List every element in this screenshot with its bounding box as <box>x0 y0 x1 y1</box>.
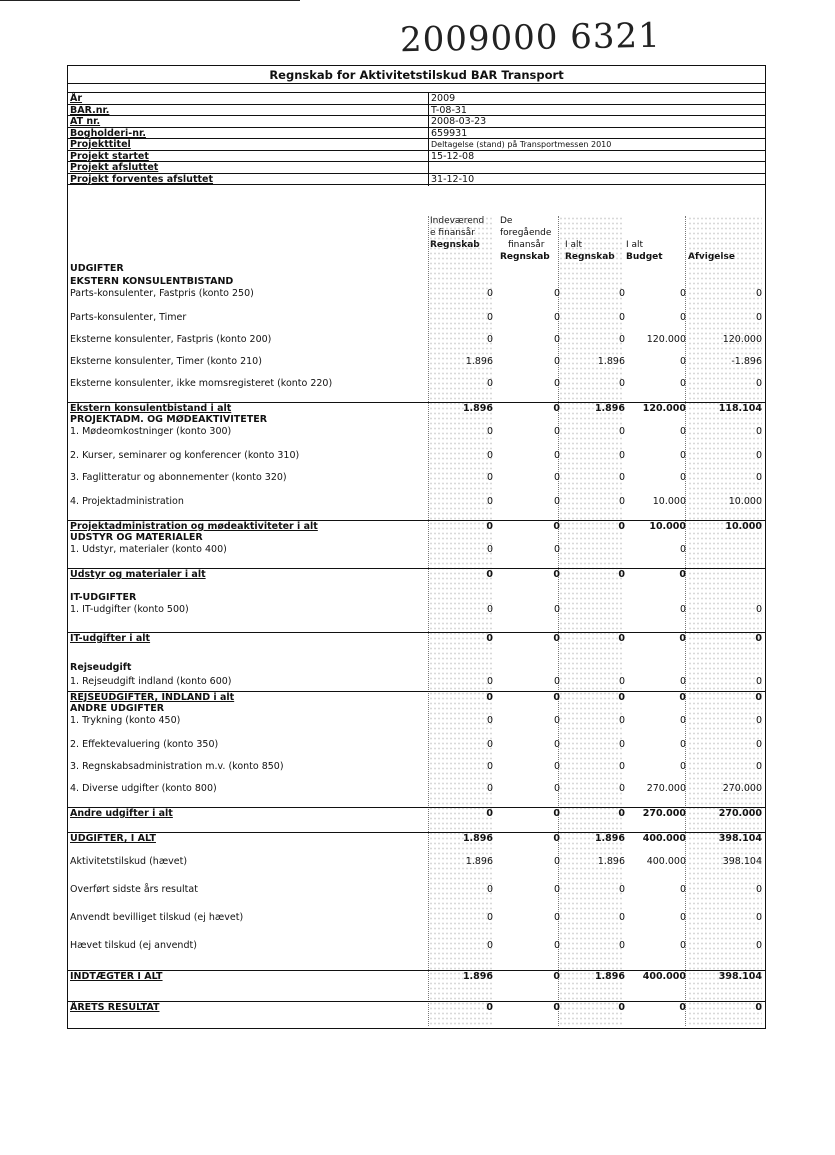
header-label: Projekttitel <box>70 139 131 150</box>
line-item-row <box>68 334 765 346</box>
amount-col5: 398.104 <box>718 833 762 844</box>
amount-col3: 0 <box>618 288 625 299</box>
amount-col3: 0 <box>618 496 625 507</box>
col1-mid: e finansår <box>430 228 475 238</box>
amount-col2: 0 <box>553 496 560 507</box>
amount-col4: 400.000 <box>642 833 686 844</box>
line-item-row <box>68 912 765 924</box>
col1-top: Indeværend <box>430 216 485 226</box>
col2-top: De <box>500 216 513 226</box>
row-label: 1. IT-udgifter (konto 500) <box>70 604 189 615</box>
row-label: Anvendt bevilliget tilskud (ej hævet) <box>70 912 244 923</box>
line-item-row <box>68 312 765 324</box>
amount-col2: 0 <box>553 604 560 615</box>
line-item-row <box>68 472 765 484</box>
header-label: Bogholderi-nr. <box>70 127 146 139</box>
row-label: Hævet tilskud (ej anvendt) <box>70 940 197 951</box>
amount-col4: 0 <box>679 450 686 461</box>
amount-col2: 0 <box>553 884 560 895</box>
amount-col4: 0 <box>679 472 686 483</box>
amount-col4: 270.000 <box>642 808 686 819</box>
amount-col1: 0 <box>486 604 493 615</box>
amount-col3: 1.896 <box>594 403 625 414</box>
amount-col3: 0 <box>618 378 625 389</box>
amount-col5: 0 <box>755 676 762 687</box>
amount-col4: 0 <box>679 633 686 644</box>
amount-col2: 0 <box>553 521 560 532</box>
row-label: Projektadministration og mødeaktiviteter i alt <box>70 521 318 532</box>
amount-col5: 0 <box>755 761 762 772</box>
amount-col4: 120.000 <box>646 334 686 345</box>
row-label: PROJEKTADM. OG MØDEAKTIVITETER <box>70 414 268 425</box>
line-item-row <box>68 288 765 300</box>
amount-col5: 0 <box>755 426 762 437</box>
row-label: 4. Projektadministration <box>70 496 184 507</box>
section-heading-row <box>68 532 765 544</box>
row-label: 1. Rejseudgift indland (konto 600) <box>70 676 232 687</box>
line-item-row <box>68 761 765 773</box>
row-label: IT-UDGIFTER <box>70 592 137 603</box>
amount-col2: 0 <box>553 288 560 299</box>
amount-col1: 1.896 <box>465 356 493 367</box>
amount-col3: 1.896 <box>594 971 625 982</box>
header-value: 2009 <box>428 93 765 105</box>
section-heading-row <box>68 592 765 604</box>
amount-col4: 0 <box>679 426 686 437</box>
row-label: REJSEUDGIFTER, INDLAND i alt <box>70 692 235 703</box>
row-label: 3. Regnskabsadministration m.v. (konto 850) <box>70 761 284 772</box>
amount-col2: 0 <box>553 739 560 750</box>
line-item-row <box>68 715 765 727</box>
header-value: T-08-31 <box>428 105 765 117</box>
row-label: IT-udgifter i alt <box>70 633 151 644</box>
amount-col3: 0 <box>618 715 625 726</box>
amount-col3: 0 <box>618 1002 625 1013</box>
amount-col5: 270.000 <box>722 783 762 794</box>
amount-col1: 0 <box>486 312 493 323</box>
row-label: Udstyr og materialer i alt <box>70 569 206 580</box>
amount-col5: 0 <box>755 715 762 726</box>
header-label: AT nr. <box>70 116 101 127</box>
amount-col5: 0 <box>755 312 762 323</box>
amount-col5: 0 <box>755 288 762 299</box>
amount-col1: 0 <box>486 739 493 750</box>
line-item-row <box>68 783 765 795</box>
row-label: Overført sidste års resultat <box>70 884 198 895</box>
header-value: Deltagelse (stand) på Transportmessen 2010 <box>428 139 765 151</box>
col2-mid2: finansår <box>508 240 545 250</box>
amount-col5: 0 <box>755 633 762 644</box>
amount-col5: 0 <box>755 1002 762 1013</box>
amount-col5: 0 <box>755 692 762 703</box>
total-row <box>68 832 765 845</box>
row-label: 1. Mødeomkostninger (konto 300) <box>70 426 232 437</box>
line-item-row <box>68 496 765 508</box>
col3-header: Regnskab <box>565 252 615 262</box>
amount-col4: 0 <box>679 715 686 726</box>
amount-col4: 0 <box>679 912 686 923</box>
row-label: UDGIFTER, I ALT <box>70 833 156 844</box>
header-label: År <box>70 93 83 104</box>
amount-col1: 0 <box>486 496 493 507</box>
amount-col2: 0 <box>553 356 560 367</box>
amount-col4: 0 <box>679 692 686 703</box>
row-label: EKSTERN KONSULENTBISTAND <box>70 276 234 287</box>
amount-col4: 0 <box>679 288 686 299</box>
amount-col4: 0 <box>679 569 686 580</box>
amount-col4: 400.000 <box>646 856 686 867</box>
row-label: Ekstern konsulentbistand i alt <box>70 403 232 414</box>
row-label: INDTÆGTER I ALT <box>70 971 163 982</box>
amount-col3: 1.896 <box>597 356 625 367</box>
amount-col3: 1.896 <box>594 833 625 844</box>
amount-col3: 0 <box>618 472 625 483</box>
amount-col1: 0 <box>486 940 493 951</box>
amount-col4: 0 <box>679 312 686 323</box>
amount-col3: 0 <box>618 450 625 461</box>
amount-col5: 10.000 <box>725 521 762 532</box>
amount-col1: 0 <box>486 692 493 703</box>
amount-col5: 398.104 <box>722 856 762 867</box>
amount-col1: 0 <box>486 450 493 461</box>
amount-col3: 0 <box>618 633 625 644</box>
amount-col1: 0 <box>486 884 493 895</box>
row-label: ANDRE UDGIFTER <box>70 703 165 714</box>
amount-col1: 1.896 <box>462 971 493 982</box>
amount-col2: 0 <box>553 633 560 644</box>
amount-col4: 0 <box>679 884 686 895</box>
amount-col1: 0 <box>486 633 493 644</box>
amount-col2: 0 <box>553 312 560 323</box>
amount-col5: 0 <box>755 739 762 750</box>
amount-col3: 0 <box>618 884 625 895</box>
amount-col2: 0 <box>553 808 560 819</box>
header-value: 659931 <box>428 128 765 140</box>
line-item-row <box>68 378 765 390</box>
amount-col5: 118.104 <box>718 403 762 414</box>
row-label: ÅRETS RESULTAT <box>70 1002 160 1013</box>
total-row <box>68 970 765 983</box>
row-label: Eksterne konsulenter, Timer (konto 210) <box>70 356 262 367</box>
line-item-row <box>68 856 765 868</box>
amount-col4: 0 <box>679 356 686 367</box>
line-item-row <box>68 739 765 751</box>
row-label: Aktivitetstilskud (hævet) <box>70 856 188 867</box>
amount-col3: 0 <box>618 312 625 323</box>
section-heading-row <box>68 263 765 275</box>
amount-col5: 398.104 <box>718 971 762 982</box>
row-label: Parts-konsulenter, Fastpris (konto 250) <box>70 288 254 299</box>
amount-col1: 0 <box>486 521 493 532</box>
amount-col3: 0 <box>618 912 625 923</box>
amount-col2: 0 <box>553 378 560 389</box>
document-title: Regnskab for Aktivitetstilskud BAR Transport <box>269 68 564 82</box>
amount-col5: 0 <box>755 378 762 389</box>
amount-col2: 0 <box>553 1002 560 1013</box>
header-label: Projekt afsluttet <box>70 162 159 173</box>
amount-col2: 0 <box>553 971 560 982</box>
amount-col5: 0 <box>755 604 762 615</box>
amount-col4: 0 <box>679 604 686 615</box>
amount-col4: 0 <box>679 378 686 389</box>
amount-col3: 0 <box>618 426 625 437</box>
row-label: 4. Diverse udgifter (konto 800) <box>70 783 217 794</box>
amount-col4: 120.000 <box>642 403 686 414</box>
amount-col2: 0 <box>553 450 560 461</box>
row-label: 1. Udstyr, materialer (konto 400) <box>70 544 227 555</box>
amount-col5: 0 <box>755 450 762 461</box>
row-label: 1. Trykning (konto 450) <box>70 715 181 726</box>
amount-col1: 0 <box>486 1002 493 1013</box>
row-label: UDSTYR OG MATERIALER <box>70 532 203 543</box>
amount-col1: 0 <box>486 544 493 555</box>
header-label: Projekt startet <box>70 150 149 162</box>
amount-col5: 120.000 <box>722 334 762 345</box>
col1-header: Regnskab <box>430 240 480 250</box>
section-heading-row <box>68 276 765 288</box>
header-value: 2008-03-23 <box>428 116 765 128</box>
amount-col1: 1.896 <box>465 856 493 867</box>
col2-header: Regnskab <box>500 252 550 262</box>
amount-col1: 0 <box>486 912 493 923</box>
amount-col1: 0 <box>486 426 493 437</box>
amount-col2: 0 <box>553 472 560 483</box>
amount-col4: 10.000 <box>649 521 686 532</box>
line-item-row <box>68 426 765 438</box>
col3-mid: I alt <box>565 240 583 250</box>
amount-col1: 0 <box>486 569 493 580</box>
amount-col3: 0 <box>618 761 625 772</box>
amount-col2: 0 <box>553 676 560 687</box>
amount-col4: 0 <box>679 1002 686 1013</box>
amount-col1: 1.896 <box>462 403 493 414</box>
amount-col2: 0 <box>553 856 560 867</box>
header-value: 31-12-10 <box>428 174 765 186</box>
amount-col3: 0 <box>618 783 625 794</box>
row-label: Rejseudgift <box>70 662 132 673</box>
total-row <box>68 632 765 645</box>
total-row <box>68 568 765 581</box>
handwritten-number: 2009000 6321 <box>399 15 662 61</box>
amount-col3: 0 <box>618 808 625 819</box>
amount-col4: 0 <box>679 739 686 750</box>
amount-col2: 0 <box>553 833 560 844</box>
amount-col2: 0 <box>553 403 560 414</box>
amount-col3: 0 <box>618 569 625 580</box>
amount-col1: 0 <box>486 808 493 819</box>
row-label: 2. Effektevaluering (konto 350) <box>70 739 219 750</box>
amount-col5: 270.000 <box>718 808 762 819</box>
line-item-row <box>68 940 765 952</box>
amount-col1: 0 <box>486 676 493 687</box>
amount-col4: 400.000 <box>642 971 686 982</box>
amount-col3: 0 <box>618 521 625 532</box>
row-label: Eksterne konsulenter, ikke momsregisteret (konto 220) <box>70 378 333 389</box>
line-item-row <box>68 450 765 462</box>
amount-col1: 0 <box>486 288 493 299</box>
scan-edge-line <box>0 0 300 1</box>
amount-col2: 0 <box>553 761 560 772</box>
section-heading-row <box>68 662 765 674</box>
amount-col3: 0 <box>618 692 625 703</box>
line-item-row <box>68 604 765 616</box>
amount-col3: 0 <box>618 739 625 750</box>
amount-col2: 0 <box>553 783 560 794</box>
col2-mid: foregående <box>500 228 552 238</box>
amount-col2: 0 <box>553 715 560 726</box>
amount-col4: 0 <box>679 761 686 772</box>
amount-col5: 0 <box>755 912 762 923</box>
line-item-row <box>68 884 765 896</box>
line-item-row <box>68 544 765 556</box>
amount-col5: 0 <box>755 472 762 483</box>
total-row <box>68 807 765 820</box>
row-label: 3. Faglitteratur og abonnementer (konto 320) <box>70 472 287 483</box>
amount-col5: 0 <box>755 940 762 951</box>
amount-col3: 0 <box>618 940 625 951</box>
section-heading-row <box>68 703 765 715</box>
section-heading-row <box>68 414 765 426</box>
amount-col2: 0 <box>553 692 560 703</box>
amount-col4: 0 <box>679 940 686 951</box>
header-value: 15-12-08 <box>428 151 765 163</box>
amount-col2: 0 <box>553 569 560 580</box>
ledger-frame <box>67 65 766 1029</box>
amount-col4: 0 <box>679 676 686 687</box>
row-label: Eksterne konsulenter, Fastpris (konto 200) <box>70 334 272 345</box>
amount-col3: 0 <box>618 676 625 687</box>
amount-col1: 1.896 <box>462 833 493 844</box>
col4-mid: I alt <box>626 240 644 250</box>
row-label: Andre udgifter i alt <box>70 808 173 819</box>
amount-col5: -1.896 <box>731 356 762 367</box>
amount-col4: 0 <box>679 544 686 555</box>
amount-col1: 0 <box>486 715 493 726</box>
amount-col3: 1.896 <box>597 856 625 867</box>
header-label: BAR.nr. <box>70 104 110 116</box>
amount-col2: 0 <box>553 940 560 951</box>
amount-col1: 0 <box>486 761 493 772</box>
amount-col2: 0 <box>553 912 560 923</box>
amount-col1: 0 <box>486 472 493 483</box>
line-item-row <box>68 356 765 368</box>
total-row <box>68 1001 765 1014</box>
amount-col1: 0 <box>486 334 493 345</box>
row-label: 2. Kurser, seminarer og konferencer (konto 310) <box>70 450 300 461</box>
amount-col4: 10.000 <box>652 496 686 507</box>
amount-col2: 0 <box>553 334 560 345</box>
amount-col2: 0 <box>553 544 560 555</box>
amount-col2: 0 <box>553 426 560 437</box>
col4-header: Budget <box>626 252 663 262</box>
row-label: Parts-konsulenter, Timer <box>70 312 187 323</box>
amount-col5: 10.000 <box>728 496 762 507</box>
amount-col4: 270.000 <box>646 783 686 794</box>
amount-col1: 0 <box>486 783 493 794</box>
col5-header: Afvigelse <box>688 252 735 262</box>
header-label: Projekt forventes afsluttet <box>70 173 214 185</box>
amount-col3: 0 <box>618 334 625 345</box>
amount-col5: 0 <box>755 884 762 895</box>
amount-col1: 0 <box>486 378 493 389</box>
line-item-row <box>68 676 765 688</box>
row-label: UDGIFTER <box>70 263 124 274</box>
